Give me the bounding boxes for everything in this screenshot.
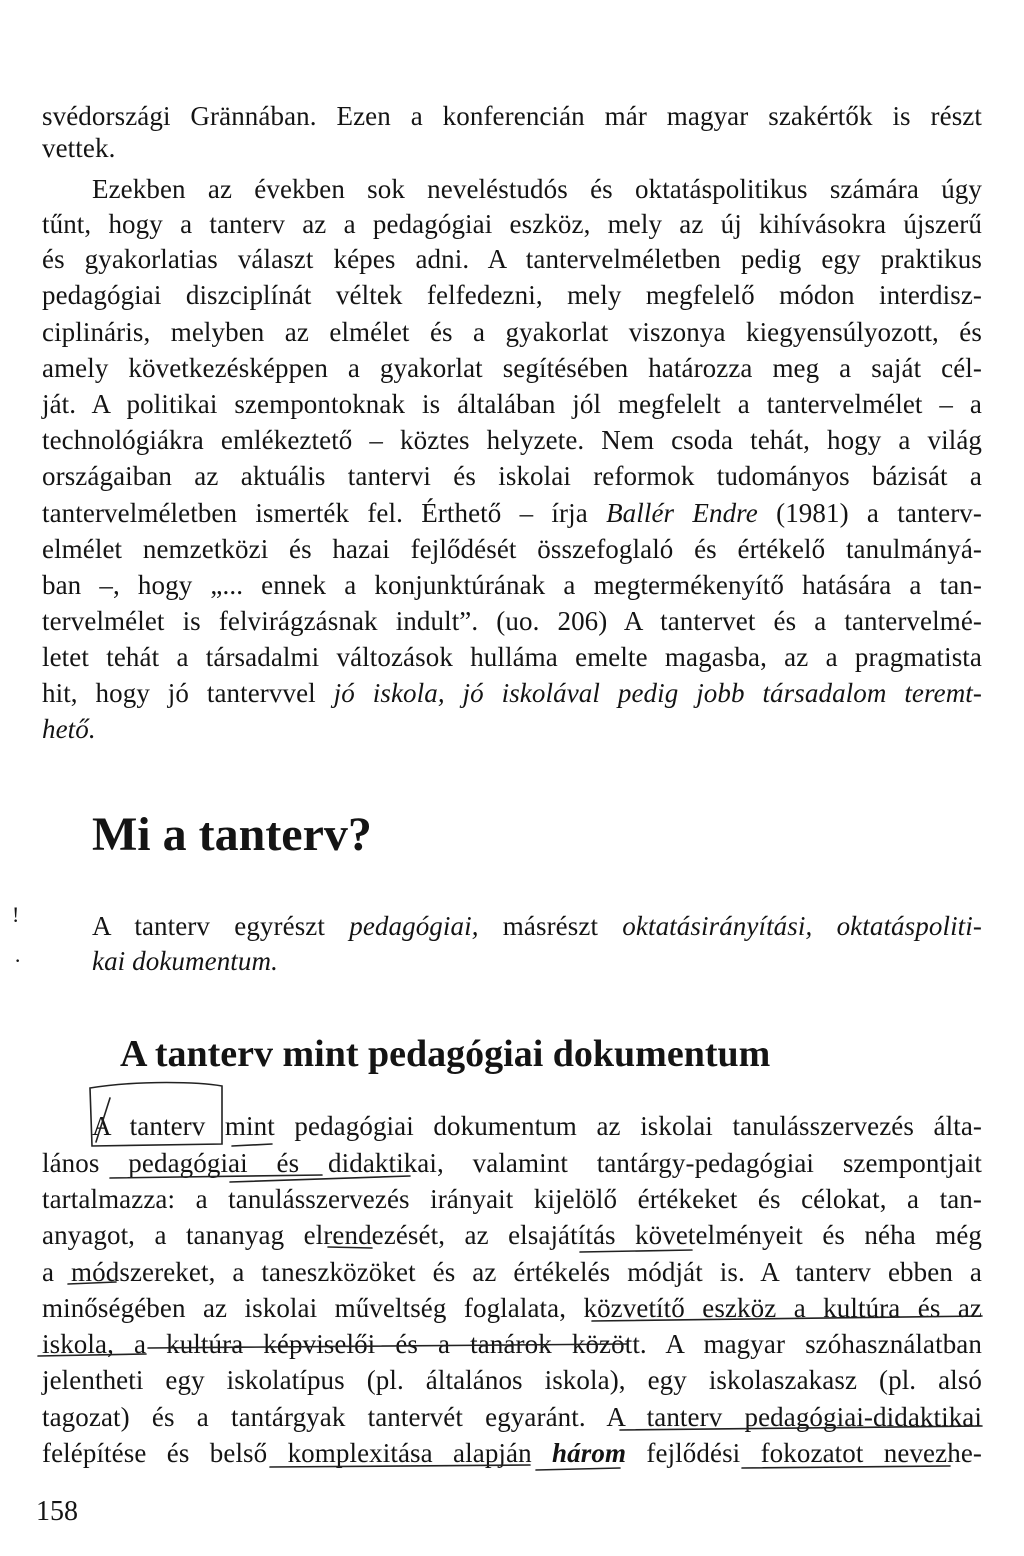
text-line: technológiákra emlékeztető – köztes helyzete. Nem csoda tehát, hogy a világ xyxy=(42,425,982,455)
section-heading: Mi a tanterv? xyxy=(92,808,372,861)
text-run: A tanterv egyrészt xyxy=(92,911,325,941)
text-run: hit, hogy jó tantervvel xyxy=(42,678,316,708)
underline-mark xyxy=(232,1144,272,1146)
margin-mark: ! xyxy=(12,902,20,927)
text-line: pedagógiai diszciplínát véltek felfedezni, mely megfelelő módon interdisz- xyxy=(42,280,982,310)
text-line: vettek. xyxy=(42,133,116,163)
text-run: fejlődési fokozatot nevezhe- xyxy=(646,1438,982,1468)
text-line: ját. A politikai szempontoknak is általában jól megfelelt a tantervelmélet – a xyxy=(42,389,982,419)
text-line: A tanterv mint pedagógiai dokumentum az iskolai tanulásszervezés álta- xyxy=(92,1111,982,1141)
margin-mark: · xyxy=(14,948,22,973)
text-run: felépítése és belső komplexitása alapján xyxy=(42,1438,532,1468)
italic-term: kai dokumentum. xyxy=(92,946,278,976)
text-run: (1981) a tanterv- xyxy=(776,498,982,528)
text-line: Ezekben az években sok neveléstudós és oktatáspolitikus számára úgy xyxy=(92,174,982,204)
text-line xyxy=(42,497,982,529)
text-line: és gyakorlatias választ képes adni. A tantervelméletben pedig egy praktikus xyxy=(42,244,982,274)
text-line: letet tehát a társadalmi változások hulláma emelte magasba, az a pragmatista xyxy=(42,642,982,672)
text-line: elmélet nemzetközi és hazai fejlődését összefoglaló és értékelő tanulmányá- xyxy=(42,534,982,564)
text-line: minőségében az iskolai műveltség foglalata, közvetítő eszköz a kultúra és az xyxy=(42,1293,982,1323)
text-line: tagozat) és a tantárgyak tantervét egyaránt. A tanterv pedagógiai-didaktikai xyxy=(42,1402,982,1432)
text-line: lános pedagógiai és didaktikai, valamint tantárgy-pedagógiai szempontjait xyxy=(42,1148,982,1178)
text-line xyxy=(42,677,982,709)
text-line: ban –, hogy „... ennek a konjunktúrának a megtermékenyítő hatására a tan- xyxy=(42,570,982,600)
italic-quote: hető. xyxy=(42,714,96,744)
text-line: iskola, a kultúra képviselői és a tanárok között. A magyar szóhasználatban xyxy=(42,1329,982,1359)
text-line: tűnt, hogy a tanterv az a pedagógiai eszköz, mely az új kihívásokra újszerű xyxy=(42,209,982,239)
page-number: 158 xyxy=(36,1496,78,1527)
italic-term: oktatásirányítási, oktatáspoliti- xyxy=(622,911,982,941)
text-line: országaiban az aktuális tantervi és iskolai reformok tudományos bázisát a xyxy=(42,461,982,491)
text-line: amely következésképpen a gyakorlat segítésében határozza meg a saját cél- xyxy=(42,353,982,383)
author-name: Ballér Endre xyxy=(606,498,758,528)
italic-quote: jó iskola, jó iskolával pedig jobb társadalom teremt- xyxy=(333,678,982,708)
text-line xyxy=(42,713,982,745)
text-line xyxy=(42,1437,982,1469)
text-line: jelentheti egy iskolatípus (pl. általános iskola), egy iskolaszakasz (pl. alsó xyxy=(42,1365,982,1395)
text-line: svédországi Grännában. Ezen a konferencián már magyar szakértők is részt xyxy=(42,101,982,131)
text-run: másrészt xyxy=(502,911,599,941)
text-line: ciplináris, melyben az elmélet és a gyakorlat viszonya kiegyensúlyozott, és xyxy=(42,317,982,347)
subsection-heading: A tanterv mint pedagógiai dokumentum xyxy=(120,1033,771,1075)
text-line: tartalmazza: a tanulásszervezés irányait kijelölő értékeket és célokat, a tan- xyxy=(42,1184,982,1214)
text-line: anyagot, a tananyag elrendezését, az elsajátítás követelményeit és néha még xyxy=(42,1220,982,1250)
text-line: a módszereket, a taneszközöket és az értékelés módját is. A tanterv ebben a xyxy=(42,1257,982,1287)
text-line: tervelmélet is felvirágzásnak indult”. (uo. 206) A tantervet és a tantervelmé- xyxy=(42,606,982,636)
text-line xyxy=(92,945,982,977)
italic-term: pedagógiai, xyxy=(349,911,479,941)
text-line xyxy=(92,910,982,942)
text-run: tantervelméletben ismerték fel. Érthető – írja xyxy=(42,498,588,528)
emphasized-word: három xyxy=(552,1438,627,1468)
